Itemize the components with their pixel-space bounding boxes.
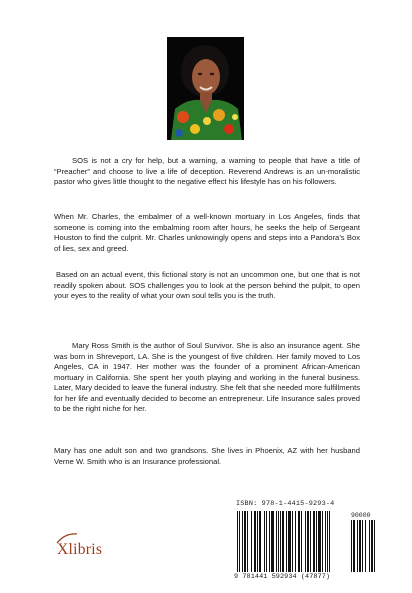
publisher-logo: Xlibris xyxy=(57,541,103,558)
isbn-barcode xyxy=(234,500,384,585)
synopsis-paragraph: Based on an actual event, this fictional story is not an uncommon one, but one that is not readily spoken about. SOS challenges you to look at the person behind the pulpit, to open your eyes to the reality of what your own soul tells you is the truth. xyxy=(54,270,360,300)
author-bio-paragraph: Mary has one adult son and two grandsons. She lives in Phoenix, AZ with her husband Verne W. Smith who is an Insurance professional. xyxy=(54,446,360,466)
author-bio-paragraph: Mary Ross Smith is the author of Soul Survivor. She is also an insurance agent. She was born in Shreveport, LA. She is the youngest of five children. Her family moved to Los Angeles, CA in 1947. Her mother was the founder of a prominent African-American mortuary in California. She spent her youth playing and working in the funeral business. Later, Mary decided to leave the funeral industry. She felt that she needed more fulfillments for her life and eventually decided to become an entrepreneur. Life Insurance sales proved to be the right niche for her. xyxy=(54,341,360,413)
author-photo xyxy=(167,37,244,140)
price-barcode-bars xyxy=(351,520,379,572)
isbn-label: ISBN: 978-1-4415-9293-4 xyxy=(236,500,335,508)
synopsis-paragraph: When Mr. Charles, the embalmer of a well-known mortuary in Los Angeles, finds that someone is coming into the embalming room after hours, he seeks the help of Sergeant Houston to find the culprit. Mr. Charles unknowingly opens and steps into a Pandora’s Box of lies, sex and greed. xyxy=(54,212,360,253)
barcode-bars xyxy=(237,511,348,572)
barcode-digits: 9 781441 592934 (47877) xyxy=(234,573,331,581)
price-code: 90000 xyxy=(351,512,371,519)
synopsis-paragraph: SOS is not a cry for help, but a warning, a warning to people that have a title of “Preacher” and choose to live a life of deception. Reverend Andrews is an un-moralistic pastor who gives little thought to the negative effect his lifestyle has on his followers. xyxy=(54,156,360,186)
